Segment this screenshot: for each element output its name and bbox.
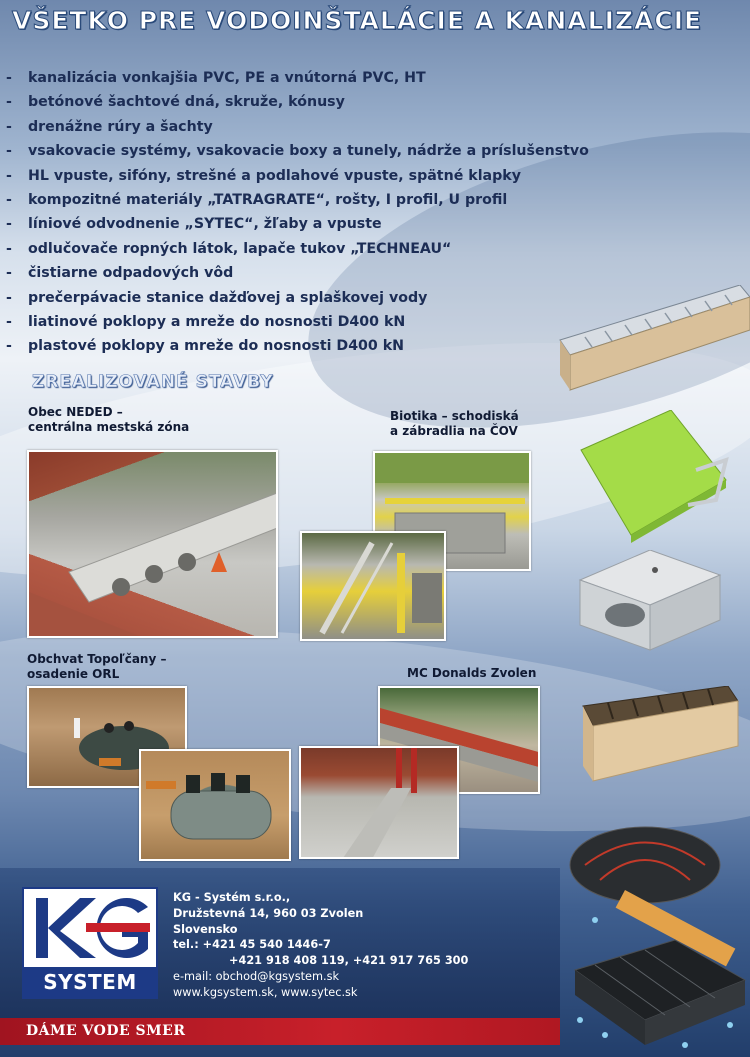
list-item xyxy=(6,188,589,212)
photo-biotika-stairs xyxy=(300,531,446,641)
bullet-marker: - xyxy=(6,118,12,135)
plastic-cover-image xyxy=(576,410,736,545)
caption-line: a zábradlia na ČOV xyxy=(390,424,518,438)
caption-line: centrálna mestská zóna xyxy=(28,420,190,434)
caption-biotika xyxy=(390,409,519,439)
list-item-text: kanalizácia vonkajšia PVC, PE a vnútorná PVC, HT xyxy=(28,70,426,86)
bullet-marker: - xyxy=(6,265,12,282)
list-item-text: liatinové poklopy a mreže do nosnosti D400 kN xyxy=(28,313,406,330)
list-item-text: drenážne rúry a šachty xyxy=(28,118,213,135)
photo-topolcany-tank xyxy=(139,749,291,861)
bullet-marker: - xyxy=(6,338,12,355)
company-name: KG - Systém s.r.o., xyxy=(173,891,291,904)
bullet-marker: - xyxy=(6,70,12,86)
list-item xyxy=(6,164,589,188)
company-email[interactable]: e-mail: obchod@kgsystem.sk xyxy=(173,969,340,983)
caption-line: MC Donalds Zvolen xyxy=(407,666,537,680)
bullet-marker: - xyxy=(6,167,12,184)
list-item-text: betónové šachtové dná, skruže, kónusy xyxy=(28,94,345,111)
company-phone: tel.: +421 45 540 1446-7 xyxy=(173,938,331,952)
infiltration-box-image xyxy=(565,820,750,1052)
logo-system-text: SYSTEM xyxy=(24,967,156,997)
list-item xyxy=(6,115,589,139)
logo-kg-mark xyxy=(30,893,154,963)
photo-topolcany-tank-drawing xyxy=(141,751,291,861)
list-item xyxy=(6,237,589,261)
company-country: Slovensko xyxy=(173,922,238,936)
list-item xyxy=(6,261,589,285)
list-item-text: HL vpuste, sifóny, strešné a podlahové vpuste, spätné klapky xyxy=(28,167,521,184)
list-item-text: líniové odvodnenie „SYTEC“, žľaby a vpuste xyxy=(28,216,382,233)
bullet-marker: - xyxy=(6,289,12,306)
bullet-marker: - xyxy=(6,216,12,233)
list-item-text: prečerpávacie stanice dažďovej a splaškovej vody xyxy=(28,289,428,306)
photo-biotika-stairs-drawing xyxy=(302,533,446,641)
polymer-channel-image xyxy=(578,686,743,806)
list-item xyxy=(6,66,589,90)
list-item xyxy=(6,310,589,334)
bullet-marker: - xyxy=(6,191,12,208)
list-item-text: plastové poklopy a mreže do nosnosti D400 kN xyxy=(28,338,405,355)
caption-topolcany xyxy=(27,652,166,682)
caption-line: Biotika – schodiská xyxy=(390,409,519,423)
photo-neded-street xyxy=(27,450,278,638)
list-item xyxy=(6,90,589,114)
bullet-marker: - xyxy=(6,94,12,111)
bullet-marker: - xyxy=(6,313,12,330)
list-item-text: čistiarne odpadových vôd xyxy=(28,265,234,282)
caption-neded xyxy=(28,405,189,435)
list-item xyxy=(6,212,589,236)
list-item xyxy=(6,334,589,358)
company-mobile: +421 918 408 119, +421 917 765 300 xyxy=(229,954,469,968)
caption-line: Obec NEDED – xyxy=(28,405,123,419)
list-item xyxy=(6,286,589,310)
list-item-text: kompozitné materiály „TATRAGRATE“, rošty, I profil, U profil xyxy=(28,191,508,208)
caption-mcdonalds xyxy=(407,666,536,681)
list-item xyxy=(6,139,589,163)
caption-line: Obchvat Topoľčany – xyxy=(27,652,167,666)
product-list xyxy=(6,66,589,359)
drainage-channel-image xyxy=(555,285,750,405)
section-title: ZREALIZOVANÉ STAVBY xyxy=(32,372,274,392)
contact-block xyxy=(173,890,558,1001)
photo-mcdonalds-site xyxy=(299,746,459,859)
page-title: VŠETKO PRE VODOINŠTALÁCIE A KANALIZÁCIE xyxy=(12,6,703,35)
list-item-text: vsakovacie systémy, vsakovacie boxy a tunely, nádrže a príslušenstvo xyxy=(28,143,589,160)
company-logo xyxy=(22,887,158,999)
bullet-marker: - xyxy=(6,240,12,257)
company-address: Družstevná 14, 960 03 Zvolen xyxy=(173,906,364,920)
concrete-inlet-image xyxy=(570,550,730,655)
photo-neded-drawing xyxy=(29,452,278,638)
photo-mcdonalds-site-drawing xyxy=(301,748,459,859)
list-item-text: odlučovače ropných látok, lapače tukov „TECHNEAU“ xyxy=(28,240,452,257)
company-web[interactable]: www.kgsystem.sk, www.sytec.sk xyxy=(173,985,358,999)
bullet-marker: - xyxy=(6,143,12,160)
caption-line: osadenie ORL xyxy=(27,667,120,681)
slogan: DÁME VODE SMER xyxy=(26,1023,186,1039)
